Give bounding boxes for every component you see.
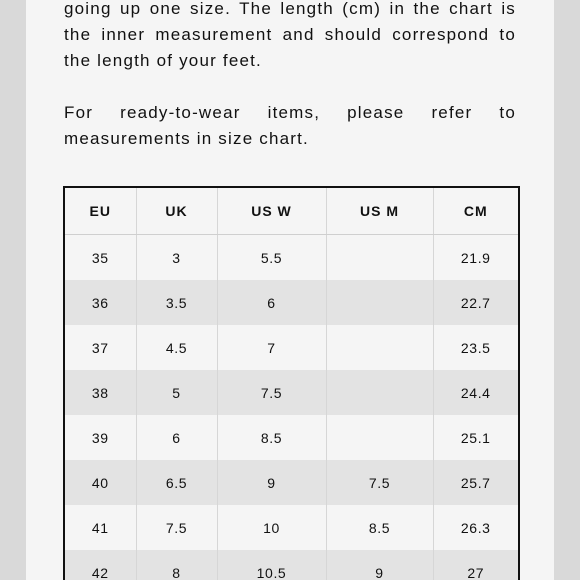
cell-us-w: 7.5 (217, 370, 326, 415)
cell-uk: 3 (136, 235, 217, 281)
cell-us-m (326, 415, 433, 460)
cell-uk: 5 (136, 370, 217, 415)
cell-us-m: 9 (326, 550, 433, 580)
ready-to-wear-note (64, 100, 516, 152)
cell-cm: 27 (433, 550, 518, 580)
paragraph-line: the length of your feet. (64, 51, 262, 70)
cell-cm: 25.7 (433, 460, 518, 505)
column-header-eu: EU (65, 188, 136, 235)
paragraph-line: going up one size. The length (cm) in the chart is (64, 0, 516, 18)
table-row (65, 505, 518, 550)
cell-eu: 36 (65, 280, 136, 325)
table-row (65, 280, 518, 325)
cell-us-m: 8.5 (326, 505, 433, 550)
cell-us-w: 7 (217, 325, 326, 370)
cell-us-m (326, 370, 433, 415)
cell-uk: 8 (136, 550, 217, 580)
cell-us-m (326, 280, 433, 325)
cell-eu: 40 (65, 460, 136, 505)
column-header-us-m: US M (326, 188, 433, 235)
cell-us-w: 6 (217, 280, 326, 325)
cell-us-w: 10 (217, 505, 326, 550)
cell-cm: 23.5 (433, 325, 518, 370)
table-row (65, 325, 518, 370)
column-header-uk: UK (136, 188, 217, 235)
table-header-row (65, 188, 518, 235)
cell-eu: 38 (65, 370, 136, 415)
cell-eu: 35 (91, 249, 109, 266)
cell-eu: 39 (91, 429, 109, 446)
cell-us-w: 9 (217, 460, 326, 505)
cell-cm: 22.7 (433, 280, 518, 325)
cell-uk: 6.5 (136, 460, 217, 505)
cell-uk: 7.5 (136, 505, 217, 550)
size-chart-table (63, 186, 520, 580)
table-row (65, 550, 518, 580)
paragraph-line: measurements in size chart. (64, 129, 309, 148)
cell-cm: 25.1 (433, 415, 518, 460)
paragraph-line: the inner measurement and should correspond to (64, 25, 516, 44)
cell-eu: 42 (65, 550, 136, 580)
table-row (65, 370, 518, 415)
cell-us-w: 10.5 (217, 550, 326, 580)
cell-us-w: 5.5 (217, 235, 326, 281)
cell-us-m: 7.5 (326, 460, 433, 505)
column-header-us-w: US W (217, 188, 326, 235)
cell-uk: 3.5 (136, 280, 217, 325)
cell-cm: 24.4 (433, 370, 518, 415)
cell-uk: 4.5 (136, 325, 217, 370)
cell-eu: 37 (91, 339, 109, 356)
cell-cm: 21.9 (433, 235, 518, 281)
cell-eu: 41 (91, 519, 109, 536)
size-advice-paragraph (64, 0, 516, 74)
table-row (65, 460, 518, 505)
cell-uk: 6 (136, 415, 217, 460)
table-row (65, 235, 518, 281)
column-header-cm: CM (433, 188, 518, 235)
cell-us-w: 8.5 (217, 415, 326, 460)
cell-cm: 26.3 (433, 505, 518, 550)
paragraph-line: For ready-to-wear items, please refer to (64, 103, 516, 122)
cell-us-m (326, 325, 433, 370)
size-guide-panel (26, 0, 554, 580)
table-row (65, 415, 518, 460)
cell-us-m (326, 235, 433, 281)
